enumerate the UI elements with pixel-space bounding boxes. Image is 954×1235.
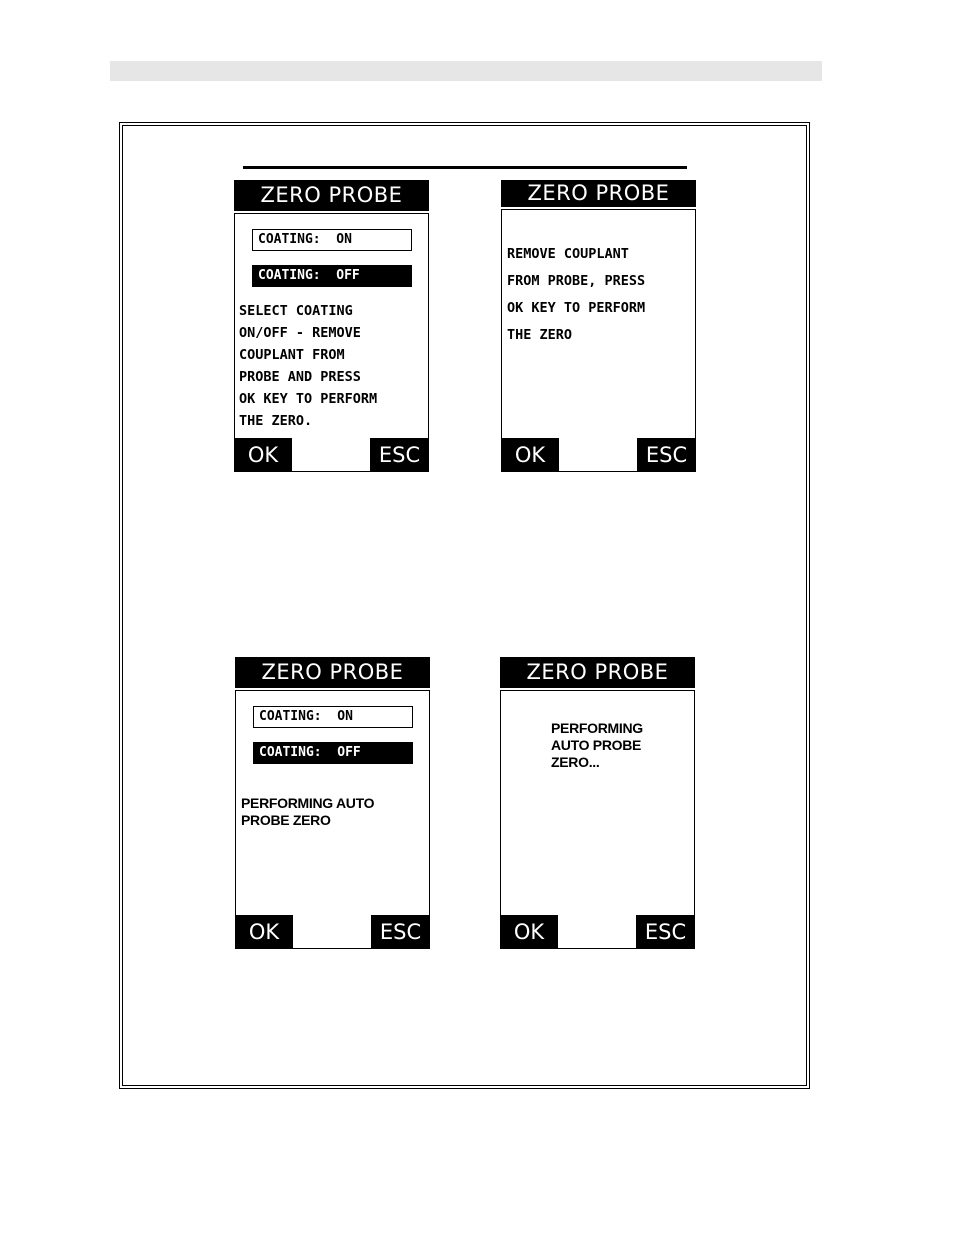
screen-title: ZERO PROBE xyxy=(501,180,696,207)
esc-softkey[interactable]: ESC xyxy=(637,438,696,472)
message-line: SELECT COATING xyxy=(239,303,353,319)
figure-frame-inner xyxy=(122,125,807,1086)
screen-body xyxy=(235,690,430,949)
screen-body xyxy=(500,690,695,949)
message-line: ON/OFF - REMOVE xyxy=(239,325,361,341)
message-line: ZERO... xyxy=(551,754,600,770)
screen-message xyxy=(507,241,645,349)
figure-top-rule xyxy=(243,166,687,169)
screen-body xyxy=(234,213,429,472)
message-line: AUTO PROBE xyxy=(551,737,642,753)
message-line: FROM PROBE, PRESS xyxy=(507,273,646,289)
screen-title: ZERO PROBE xyxy=(234,180,429,211)
screen-zero-probe-performing-with-coating xyxy=(235,657,430,949)
screen-body xyxy=(501,209,696,472)
ok-softkey[interactable]: OK xyxy=(500,915,558,949)
message-line: OK KEY TO PERFORM xyxy=(507,300,646,316)
screen-zero-probe-remove-couplant xyxy=(501,180,696,472)
message-line: PERFORMING AUTO xyxy=(241,795,375,811)
message-line: PROBE AND PRESS xyxy=(239,369,361,385)
coating-on-option[interactable]: COATING: ON xyxy=(253,706,413,728)
screen-zero-probe-coating-select xyxy=(234,180,429,472)
ok-softkey[interactable]: OK xyxy=(501,438,559,472)
message-line: OK KEY TO PERFORM xyxy=(239,391,378,407)
message-line: COUPLANT FROM xyxy=(239,347,345,363)
screen-title: ZERO PROBE xyxy=(235,657,430,688)
esc-softkey[interactable]: ESC xyxy=(370,438,429,472)
ok-softkey[interactable]: OK xyxy=(234,438,292,472)
page-header-band xyxy=(110,61,822,81)
ok-softkey[interactable]: OK xyxy=(235,915,293,949)
coating-on-option[interactable]: COATING: ON xyxy=(252,229,412,251)
screen-message xyxy=(551,720,643,771)
screen-title: ZERO PROBE xyxy=(500,657,695,688)
esc-softkey[interactable]: ESC xyxy=(371,915,430,949)
coating-off-option[interactable]: COATING: OFF xyxy=(252,265,412,287)
esc-softkey[interactable]: ESC xyxy=(636,915,695,949)
figure-frame xyxy=(119,122,810,1089)
message-line: THE ZERO. xyxy=(239,413,313,429)
screen-zero-probe-performing xyxy=(500,657,695,949)
message-line: THE ZERO xyxy=(507,327,573,343)
message-line: REMOVE COUPLANT xyxy=(507,246,629,262)
message-line: PERFORMING xyxy=(551,720,643,736)
screen-message xyxy=(239,300,377,432)
message-line: PROBE ZERO xyxy=(241,812,331,828)
screen-message xyxy=(241,795,374,829)
coating-off-option[interactable]: COATING: OFF xyxy=(253,742,413,764)
